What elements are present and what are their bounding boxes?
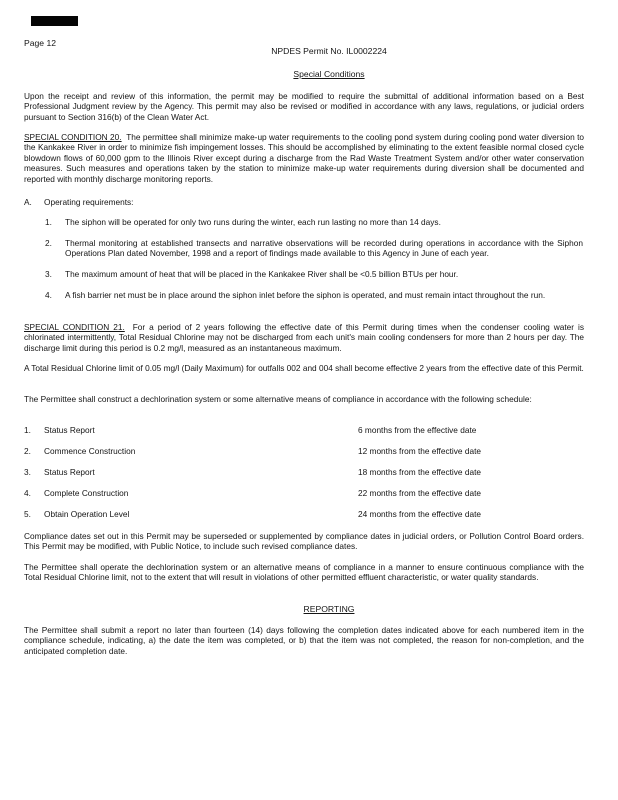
schedule-task: Commence Construction — [44, 446, 136, 456]
special-conditions-heading: Special Conditions — [293, 69, 365, 79]
item-number: 1. — [45, 217, 52, 227]
intro-paragraph: Upon the receipt and review of this information, the permit may be modified to require the submittal of additional information based on a Best Professional Judgment review by the Agency. This permit may also be revised or modified in accordance with any laws, regulations, or judicial orders pursuant to Section 316(b) of the Clean Water Act. — [24, 91, 584, 122]
item-number: 2. — [45, 238, 52, 248]
schedule-task: Status Report — [44, 425, 95, 435]
operate-system-paragraph: The Permittee shall operate the dechlorination system or an alternative means of compliance in a manner to ensure continuous compliance with the Total Residual Chlorine limit, not to the extent that will result in violations of other permitted effluent characteristic, or water quality standards. — [24, 562, 584, 583]
schedule-number: 5. — [24, 509, 31, 519]
schedule-deadline: 24 months from the effective date — [358, 509, 481, 519]
condition-20-label: SPECIAL CONDITION 20. — [24, 132, 122, 142]
item-text: A fish barrier net must be in place around the siphon inlet before the siphon is operated, and must remain intact throughout the run. — [65, 290, 546, 300]
redaction-bar — [31, 16, 78, 26]
schedule-deadline: 12 months from the effective date — [358, 446, 481, 456]
permit-number: NPDES Permit No. IL0002224 — [271, 46, 387, 56]
schedule-deadline: 22 months from the effective date — [358, 488, 481, 498]
item-number: 4. — [45, 290, 52, 300]
special-condition-20 — [24, 132, 584, 184]
schedule-intro-paragraph: The Permittee shall construct a dechlorination system or some alternative means of compliance in accordance with the following schedule: — [24, 394, 532, 404]
schedule-deadline: 18 months from the effective date — [358, 467, 481, 477]
item-text: Thermal monitoring at established transects and narrative observations will be recorded during operations in accordance with the Siphon Operations Plan dated November, 1998 and a report of findings made available to this Agency in June of each year. — [65, 238, 583, 259]
schedule-task: Complete Construction — [44, 488, 129, 498]
item-text: The siphon will be operated for only two runs during the winter, each run lasting no more than 14 days. — [65, 217, 441, 227]
condition-21-text: For a period of 2 years following the effective date of this Permit during times when the condenser cooling water is chlorinated intermittently, Total Residual Chlorine may not be discharged from each unit's main cooling condensers for more than 2 hours per day. The discharge limit during this period is 0.2 mg/l, measured as an instantaneous maximum. — [24, 322, 585, 353]
schedule-task: Obtain Operation Level — [44, 509, 130, 519]
schedule-number: 3. — [24, 467, 31, 477]
item-letter: A. — [24, 197, 32, 207]
trc-limit-paragraph: A Total Residual Chlorine limit of 0.05 mg/l (Daily Maximum) for outfalls 002 and 004 shall become effective 2 years from the effective date of this Permit. — [24, 363, 584, 373]
condition-21-label: SPECIAL CONDITION 21. — [24, 322, 125, 332]
schedule-number: 2. — [24, 446, 31, 456]
item-text: The maximum amount of heat that will be placed in the Kankakee River shall be <0.5 billion BTUs per hour. — [65, 269, 459, 279]
schedule-number: 4. — [24, 488, 31, 498]
compliance-dates-paragraph: Compliance dates set out in this Permit may be superseded or supplemented by compliance dates in judicial orders, or Pollution Control Board orders. This Permit may be modified, with Public Notice, to include such revised compliance dates. — [24, 531, 584, 552]
condition-20-text: The permittee shall minimize make-up water requirements to the cooling pond system during cooling pond water diversion to the Kankakee River in order to minimize fish impingement losses. This should be accomplished by eliminating to the extent feasible normal closed cycle blowdown flows of 60,000 gpm to the Illinois River except during a discharge from the Rad Waste Treatment System and/or other water conservation measures. Such measures and operations taken by the station to minimize make-up water requirements during diversion shall be documented and reported with monthly discharge monitoring reports. — [24, 132, 584, 184]
schedule-deadline: 6 months from the effective date — [358, 425, 477, 435]
schedule-row — [24, 425, 544, 437]
schedule-row — [24, 488, 544, 500]
schedule-task: Status Report — [44, 467, 95, 477]
page-number: Page 12 — [24, 38, 57, 48]
reporting-heading: REPORTING — [303, 604, 355, 614]
item-number: 3. — [45, 269, 52, 279]
schedule-row — [24, 467, 544, 479]
schedule-row — [24, 509, 544, 521]
reporting-paragraph: The Permittee shall submit a report no later than fourteen (14) days following the completion dates indicated above for each numbered item in the compliance schedule, indicating, a) the date the item was completed, or b) that the item was not completed, the reason for non-completion, and the anticipated completion date. — [24, 625, 584, 656]
special-condition-21 — [24, 322, 584, 353]
schedule-number: 1. — [24, 425, 31, 435]
operating-requirements-title: Operating requirements: — [44, 197, 134, 207]
schedule-row — [24, 446, 544, 458]
